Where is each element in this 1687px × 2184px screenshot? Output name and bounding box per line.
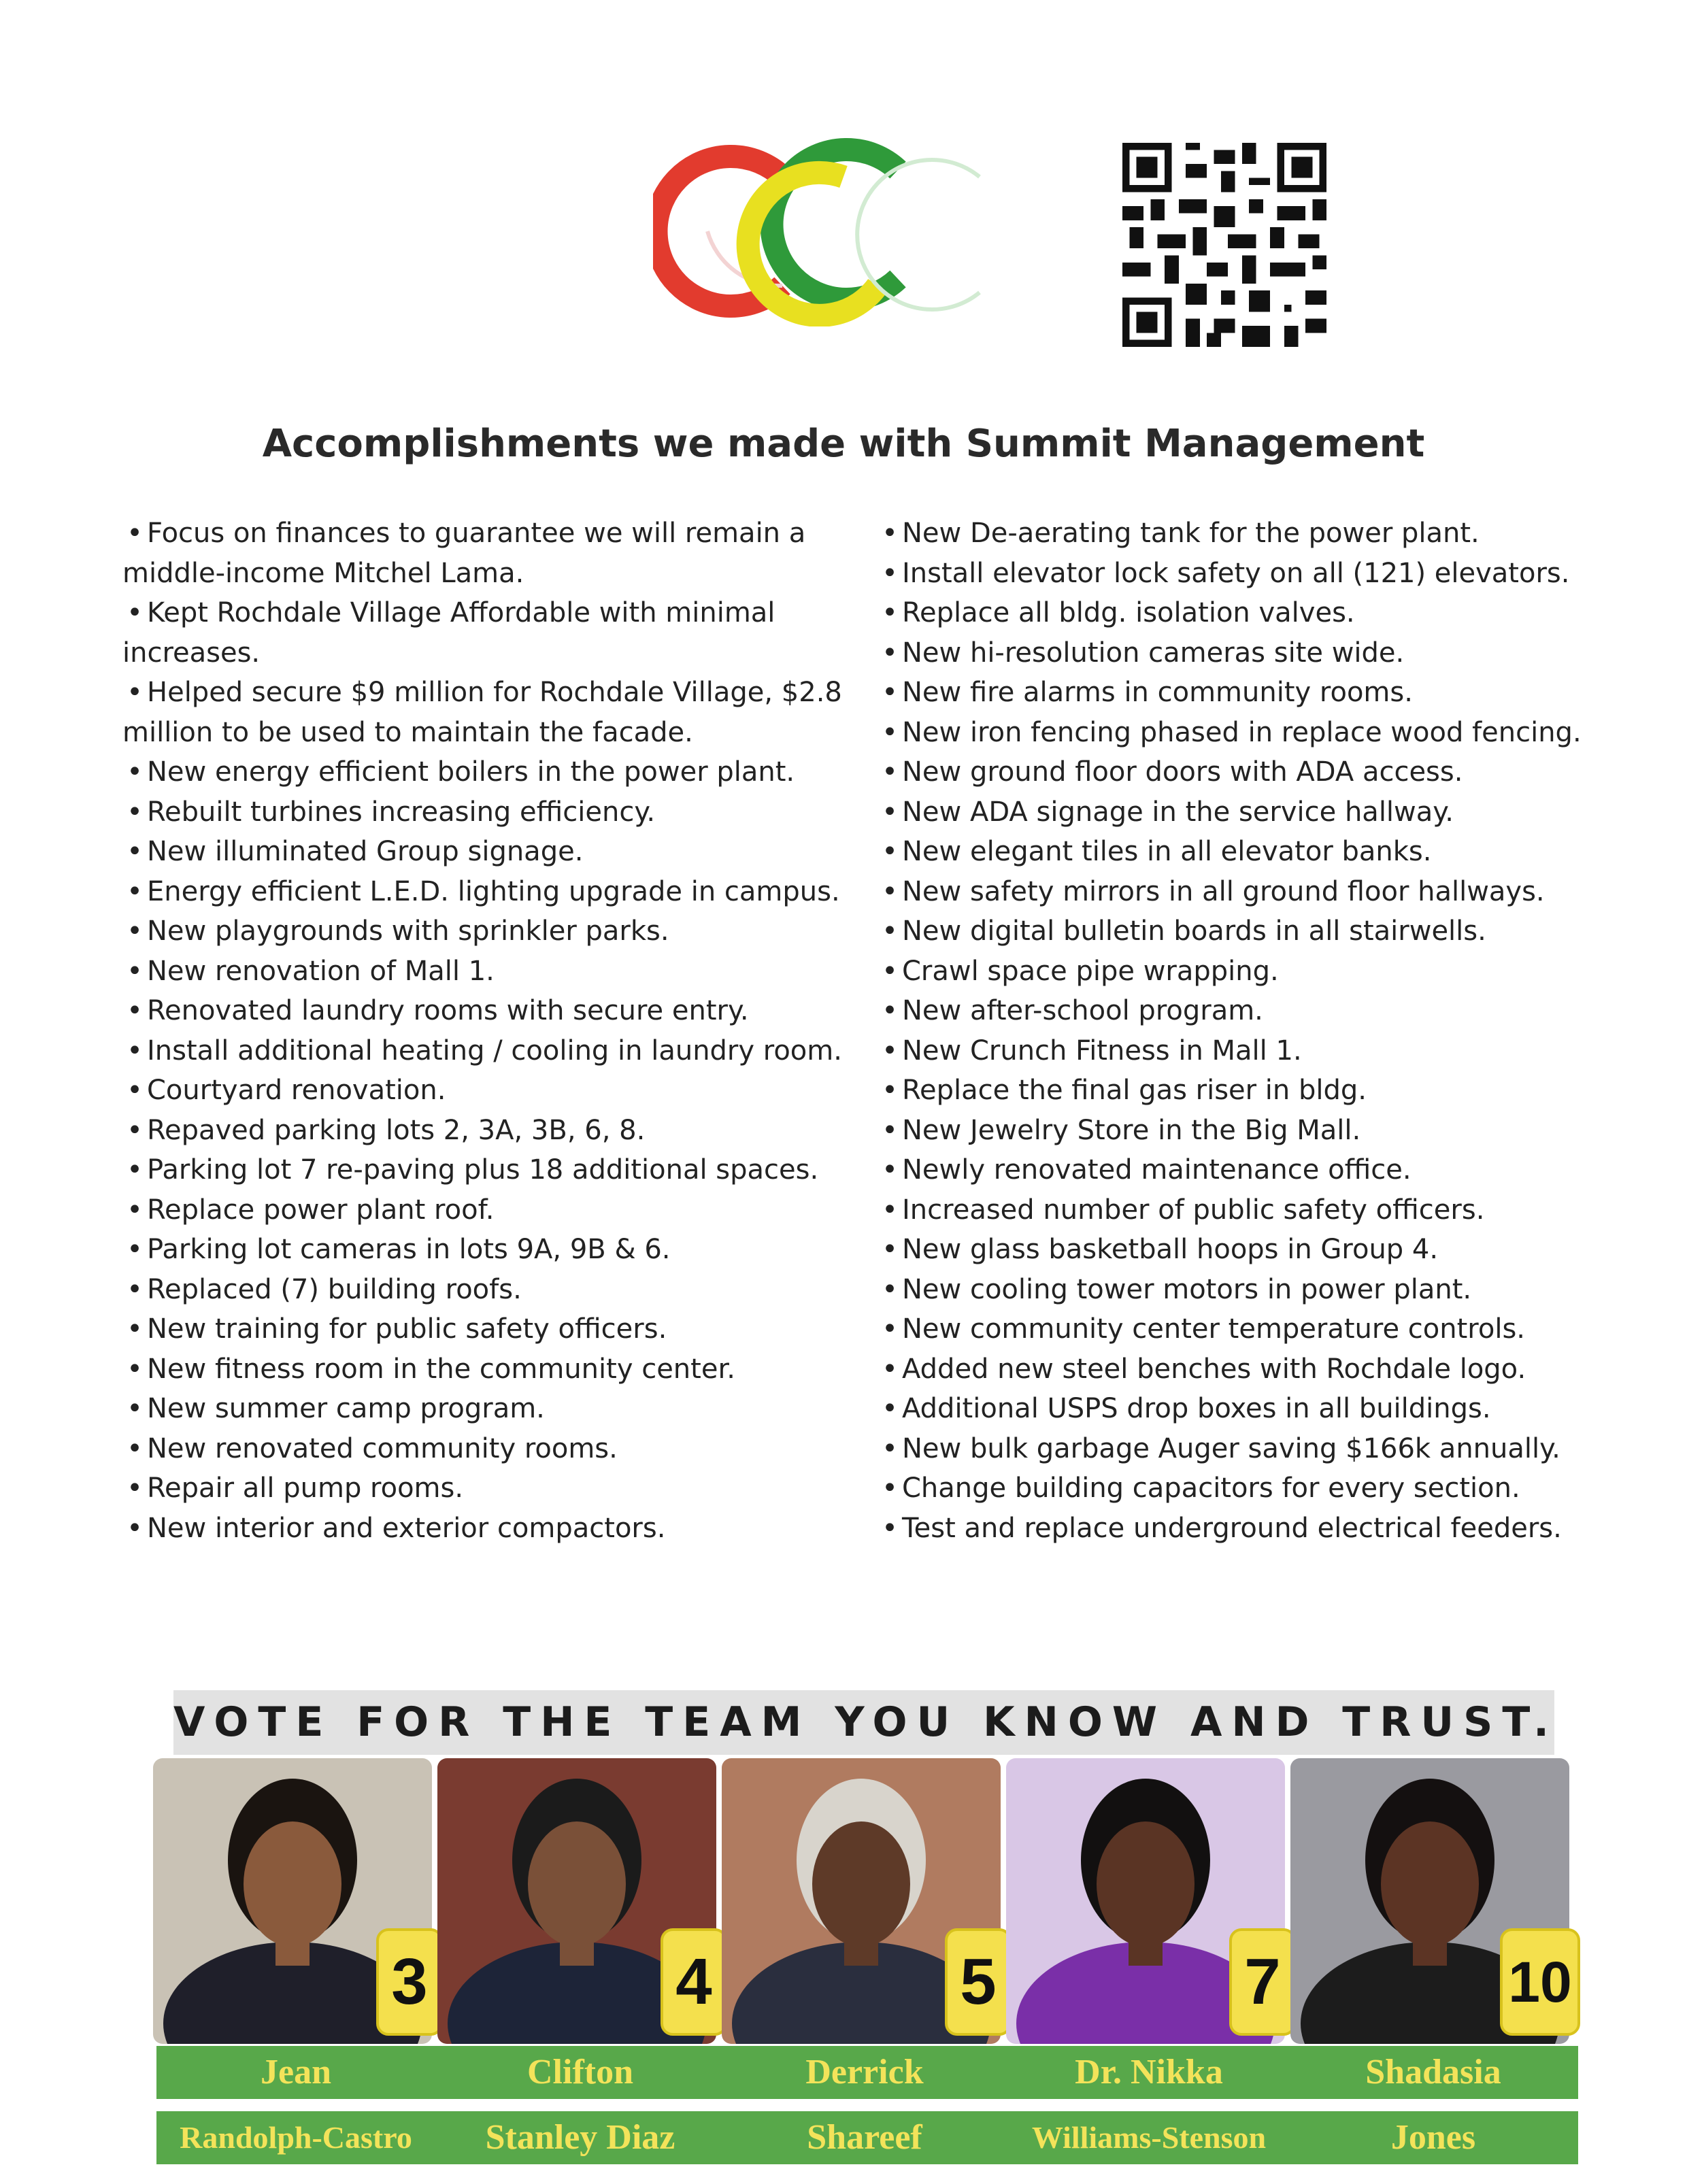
accomplishment-text: New training for public safety officers. bbox=[147, 1313, 667, 1345]
bullet-icon: • bbox=[127, 1313, 143, 1345]
candidate-face bbox=[812, 1821, 910, 1947]
accomplishment-item bbox=[878, 673, 1639, 713]
bullet-icon: • bbox=[882, 756, 898, 788]
bullet-icon: • bbox=[882, 1432, 898, 1464]
bullet-icon: • bbox=[882, 1154, 898, 1186]
accomplishment-item bbox=[122, 1111, 857, 1151]
candidate-last-name: Randolph-Castro bbox=[180, 2120, 412, 2155]
candidate-last-name: Williams-Stenson bbox=[1031, 2120, 1267, 2155]
candidate-neck bbox=[1413, 1932, 1447, 1966]
accomplishments-left-column bbox=[122, 514, 857, 1548]
candidate-first-name: Dr. Nikka bbox=[1075, 2053, 1223, 2091]
candidate-first-name: Shadasia bbox=[1365, 2053, 1501, 2091]
bullet-icon: • bbox=[882, 1473, 898, 1504]
bullet-icon: • bbox=[127, 518, 143, 549]
accomplishment-text: New community center temperature controls. bbox=[902, 1313, 1525, 1345]
bullet-icon: • bbox=[127, 1035, 143, 1066]
accomplishment-item bbox=[878, 554, 1639, 594]
bullet-icon: • bbox=[882, 796, 898, 828]
accomplishment-text: New summer camp program. bbox=[147, 1393, 545, 1424]
accomplishment-text: New renovated community rooms. bbox=[147, 1432, 618, 1464]
ballot-number-badge: 3 bbox=[376, 1928, 443, 2036]
accomplishment-item bbox=[878, 1031, 1639, 1071]
accomplishment-item-continuation bbox=[122, 633, 857, 673]
logo bbox=[653, 122, 1034, 326]
accomplishment-item-continuation bbox=[122, 713, 857, 753]
accomplishment-text: Repair all pump rooms. bbox=[147, 1473, 464, 1504]
accomplishment-item bbox=[878, 1111, 1639, 1151]
candidate-last-name: Shareef bbox=[807, 2118, 922, 2157]
candidate-neck bbox=[1129, 1932, 1163, 1966]
accomplishment-text: Focus on finances to guarantee we will remain a bbox=[147, 518, 806, 549]
candidate-names bbox=[156, 2046, 1578, 2170]
bullet-icon: • bbox=[127, 597, 143, 628]
accomplishment-item bbox=[122, 872, 857, 912]
accomplishment-text: New Jewelry Store in the Big Mall. bbox=[902, 1114, 1361, 1146]
bullet-icon: • bbox=[127, 1273, 143, 1305]
accomplishment-item bbox=[878, 792, 1639, 833]
accomplishment-text: New cooling tower motors in power plant. bbox=[902, 1273, 1472, 1305]
candidate-last-name: Stanley Diaz bbox=[485, 2118, 675, 2157]
accomplishment-item bbox=[878, 1230, 1639, 1270]
accomplishment-item bbox=[878, 1071, 1639, 1111]
bullet-icon: • bbox=[882, 1273, 898, 1305]
accomplishment-text: million to be used to maintain the facade. bbox=[122, 716, 693, 748]
accomplishment-item bbox=[122, 1309, 857, 1349]
accomplishment-item bbox=[122, 1150, 857, 1190]
accomplishment-text: New iron fencing phased in replace wood fencing. bbox=[902, 716, 1582, 748]
accomplishment-text: New fire alarms in community rooms. bbox=[902, 677, 1413, 708]
accomplishment-item bbox=[122, 1071, 857, 1111]
accomplishment-text: New safety mirrors in all ground floor hallways. bbox=[902, 875, 1545, 907]
accomplishment-text: Energy efficient L.E.D. lighting upgrade in campus. bbox=[147, 875, 840, 907]
accomplishment-item bbox=[122, 832, 857, 872]
accomplishment-text: Replace all bldg. isolation valves. bbox=[902, 597, 1355, 628]
accomplishment-item bbox=[122, 1230, 857, 1270]
accomplishment-text: Install additional heating / cooling in laundry room. bbox=[147, 1035, 842, 1066]
bullet-icon: • bbox=[882, 716, 898, 748]
bullet-icon: • bbox=[882, 597, 898, 628]
accomplishment-item bbox=[122, 991, 857, 1031]
accomplishment-item bbox=[122, 514, 857, 554]
accomplishment-item bbox=[878, 1349, 1639, 1390]
accomplishment-text: middle-income Mitchel Lama. bbox=[122, 557, 524, 589]
bullet-icon: • bbox=[882, 875, 898, 907]
bullet-icon: • bbox=[882, 1114, 898, 1146]
accomplishment-item bbox=[122, 1031, 857, 1071]
accomplishment-item bbox=[878, 593, 1639, 633]
accomplishment-text: Install elevator lock safety on all (121) elevators. bbox=[902, 557, 1570, 589]
bullet-icon: • bbox=[127, 1353, 143, 1385]
accomplishment-text: New illuminated Group signage. bbox=[147, 836, 584, 867]
bullet-icon: • bbox=[882, 1194, 898, 1226]
accomplishment-item bbox=[878, 991, 1639, 1031]
accomplishment-text: Newly renovated maintenance office. bbox=[902, 1154, 1412, 1186]
bullet-icon: • bbox=[882, 518, 898, 549]
accomplishment-text: New De-aerating tank for the power plant. bbox=[902, 518, 1480, 549]
accomplishment-item-continuation bbox=[122, 554, 857, 594]
accomplishment-text: Additional USPS drop boxes in all buildings. bbox=[902, 1393, 1491, 1424]
accomplishment-text: New hi-resolution cameras site wide. bbox=[902, 637, 1405, 669]
candidate-first-name: Derrick bbox=[805, 2053, 924, 2091]
candidate-neck bbox=[560, 1932, 594, 1966]
accomplishment-item bbox=[878, 952, 1639, 992]
bullet-icon: • bbox=[882, 637, 898, 669]
bullet-icon: • bbox=[127, 995, 143, 1026]
bullet-icon: • bbox=[882, 1234, 898, 1265]
accomplishment-item bbox=[122, 911, 857, 952]
bullet-icon: • bbox=[127, 1512, 143, 1544]
accomplishment-text: Parking lot 7 re-paving plus 18 additional spaces. bbox=[147, 1154, 819, 1186]
bullet-icon: • bbox=[882, 557, 898, 589]
ballot-number-badge: 7 bbox=[1229, 1928, 1296, 2036]
accomplishment-text: New playgrounds with sprinkler parks. bbox=[147, 915, 669, 947]
accomplishment-text: New Crunch Fitness in Mall 1. bbox=[902, 1035, 1302, 1066]
accomplishment-item bbox=[878, 1389, 1639, 1429]
accomplishment-item bbox=[122, 593, 857, 633]
bullet-icon: • bbox=[127, 1393, 143, 1424]
bullet-icon: • bbox=[882, 955, 898, 987]
accomplishment-item bbox=[878, 1429, 1639, 1469]
candidate-face bbox=[244, 1821, 341, 1947]
accomplishment-text: increases. bbox=[122, 637, 261, 669]
accomplishment-text: New energy efficient boilers in the power plant. bbox=[147, 756, 795, 788]
candidate-face bbox=[528, 1821, 626, 1947]
accomplishment-item bbox=[122, 792, 857, 833]
accomplishment-text: New fitness room in the community center. bbox=[147, 1353, 735, 1385]
accomplishment-item bbox=[878, 1150, 1639, 1190]
accomplishment-item bbox=[878, 1509, 1639, 1549]
bullet-icon: • bbox=[882, 677, 898, 708]
bullet-icon: • bbox=[127, 915, 143, 947]
accomplishment-text: Renovated laundry rooms with secure entry. bbox=[147, 995, 749, 1026]
candidate-face bbox=[1381, 1821, 1479, 1947]
accomplishment-item bbox=[122, 752, 857, 792]
bullet-icon: • bbox=[127, 1234, 143, 1265]
bullet-icon: • bbox=[882, 1075, 898, 1106]
accomplishment-text: New interior and exterior compactors. bbox=[147, 1512, 666, 1544]
bullet-icon: • bbox=[127, 836, 143, 867]
accomplishment-item bbox=[878, 1309, 1639, 1349]
ballot-number-badge: 4 bbox=[661, 1928, 727, 2036]
accomplishment-item bbox=[878, 1468, 1639, 1509]
bullet-icon: • bbox=[882, 1313, 898, 1345]
bullet-icon: • bbox=[127, 796, 143, 828]
accomplishment-text: New bulk garbage Auger saving $166k annually. bbox=[902, 1432, 1560, 1464]
bullet-icon: • bbox=[882, 1393, 898, 1424]
accomplishment-item bbox=[878, 832, 1639, 872]
vote-banner: VOTE FOR THE TEAM YOU KNOW AND TRUST. bbox=[173, 1690, 1554, 1755]
accomplishment-item bbox=[122, 1468, 857, 1509]
accomplishment-item bbox=[122, 673, 857, 713]
bullet-icon: • bbox=[882, 1035, 898, 1066]
bullet-icon: • bbox=[127, 1432, 143, 1464]
accomplishment-item bbox=[878, 514, 1639, 554]
bullet-icon: • bbox=[127, 1114, 143, 1146]
accomplishment-item bbox=[122, 1429, 857, 1469]
candidate-first-name: Clifton bbox=[527, 2053, 633, 2091]
accomplishment-item bbox=[878, 1270, 1639, 1310]
accomplishment-text: Helped secure $9 million for Rochdale Village, $2.8 bbox=[147, 677, 842, 708]
accomplishment-item bbox=[122, 952, 857, 992]
accomplishment-text: Courtyard renovation. bbox=[147, 1075, 446, 1106]
candidate-face bbox=[1097, 1821, 1195, 1947]
accomplishment-text: Crawl space pipe wrapping. bbox=[902, 955, 1279, 987]
accomplishment-item bbox=[122, 1190, 857, 1230]
accomplishment-text: New glass basketball hoops in Group 4. bbox=[902, 1234, 1439, 1265]
accomplishment-item bbox=[122, 1270, 857, 1310]
candidate-last-name: Jones bbox=[1390, 2118, 1476, 2157]
accomplishment-item bbox=[878, 872, 1639, 912]
accomplishments-right-column bbox=[878, 514, 1639, 1548]
candidate-photos bbox=[153, 1758, 1575, 2044]
bullet-icon: • bbox=[882, 915, 898, 947]
accomplishment-text: New digital bulletin boards in all stairwells. bbox=[902, 915, 1486, 947]
accomplishment-item bbox=[878, 1190, 1639, 1230]
accomplishment-text: New ground floor doors with ADA access. bbox=[902, 756, 1463, 788]
accomplishment-item bbox=[122, 1509, 857, 1549]
accomplishment-item bbox=[878, 752, 1639, 792]
accomplishment-text: Replace power plant roof. bbox=[147, 1194, 495, 1226]
candidate-neck bbox=[844, 1932, 878, 1966]
accomplishment-text: Replace the final gas riser in bldg. bbox=[902, 1075, 1367, 1106]
bullet-icon: • bbox=[127, 1154, 143, 1186]
accomplishment-item bbox=[122, 1389, 857, 1429]
accomplishment-text: Added new steel benches with Rochdale logo. bbox=[902, 1353, 1526, 1385]
accomplishment-text: New ADA signage in the service hallway. bbox=[902, 796, 1454, 828]
accomplishment-item bbox=[878, 911, 1639, 952]
accomplishment-text: Increased number of public safety officers. bbox=[902, 1194, 1485, 1226]
accomplishment-text: Kept Rochdale Village Affordable with minimal bbox=[147, 597, 775, 628]
accomplishment-text: New after-school program. bbox=[902, 995, 1263, 1026]
bullet-icon: • bbox=[127, 677, 143, 708]
bullet-icon: • bbox=[882, 1353, 898, 1385]
page-title: Accomplishments we made with Summit Management bbox=[262, 422, 1425, 466]
candidate-neck bbox=[275, 1932, 310, 1966]
bullet-icon: • bbox=[127, 1075, 143, 1106]
accomplishment-text: Test and replace underground electrical feeders. bbox=[902, 1512, 1562, 1544]
qr-code[interactable] bbox=[1122, 143, 1326, 347]
accomplishment-item bbox=[122, 1349, 857, 1390]
accomplishment-text: Replaced (7) building roofs. bbox=[147, 1273, 522, 1305]
bullet-icon: • bbox=[127, 955, 143, 987]
bullet-icon: • bbox=[127, 1194, 143, 1226]
accomplishment-item bbox=[878, 633, 1639, 673]
accomplishment-item bbox=[878, 713, 1639, 753]
bullet-icon: • bbox=[882, 1512, 898, 1544]
accomplishment-text: New renovation of Mall 1. bbox=[147, 955, 495, 987]
accomplishment-text: Parking lot cameras in lots 9A, 9B & 6. bbox=[147, 1234, 671, 1265]
ballot-number-badge: 5 bbox=[945, 1928, 1012, 2036]
bullet-icon: • bbox=[882, 995, 898, 1026]
bullet-icon: • bbox=[127, 1473, 143, 1504]
accomplishment-text: Change building capacitors for every section. bbox=[902, 1473, 1520, 1504]
accomplishment-text: New elegant tiles in all elevator banks. bbox=[902, 836, 1432, 867]
candidate-first-name: Jean bbox=[261, 2053, 331, 2091]
accomplishment-text: Rebuilt turbines increasing efficiency. bbox=[147, 796, 656, 828]
bullet-icon: • bbox=[127, 756, 143, 788]
ballot-number-badge: 10 bbox=[1500, 1928, 1580, 2036]
bullet-icon: • bbox=[882, 836, 898, 867]
bullet-icon: • bbox=[127, 875, 143, 907]
accomplishment-text: Repaved parking lots 2, 3A, 3B, 6, 8. bbox=[147, 1114, 646, 1146]
